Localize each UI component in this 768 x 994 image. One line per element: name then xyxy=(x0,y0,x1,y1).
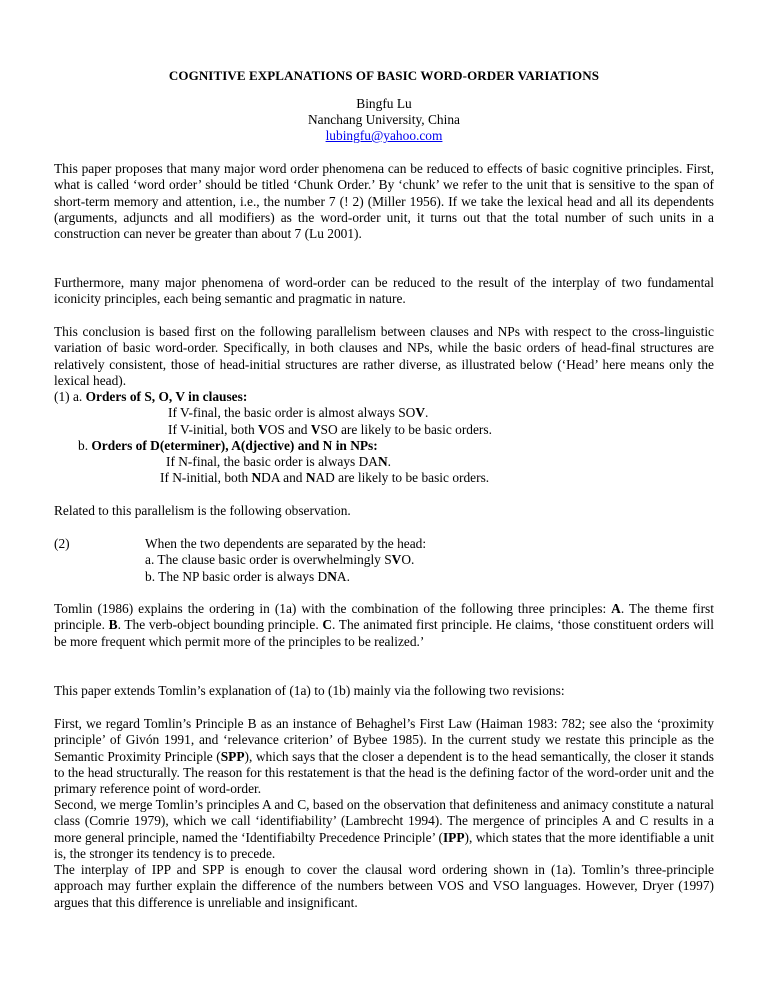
author-affiliation: Nanchang University, China xyxy=(308,112,460,127)
paragraph-interplay: The interplay of IPP and SPP is enough to cover the clausal word ordering shown in (1a). Tomlin’s three-principle approach may further explain the difference of the numbers between VOS and VSO languages. However, Dryer (1997) argues that this difference is unreliable and insignificant. xyxy=(54,862,714,910)
paragraph-parallelism: This conclusion is based first on the following parallelism between clauses and NPs with respect to the cross-linguistic variation of basic word-order. Specifically, in both clauses and NPs, while the basic orders of head-final structures are relatively consistent, those of head-initial structures are rather diverse, as illustrated below (‘Head’ here means only the lexical head). xyxy=(54,324,714,388)
example-2b: b. The NP basic order is always DNA. xyxy=(145,568,350,584)
example-2-label: (2) xyxy=(54,536,70,551)
author-email-line xyxy=(0,128,768,144)
paragraph-first-revision: First, we regard Tomlin’s Principle B as an instance of Behaghel’s First Law (Haiman 1983: 782; see also the ‘proximity principle’ of Givón 1991, and ‘relevance criterion’ of Bybee 1985). In the current study we restate this principle as the Semantic Proximity Principle (SPP), which says that the closer a dependent is to the head semantically, the closer it stands to the head structurally. The reason for this restatement is that the head is the defining factor of the word-order unit and the primary reference point of word-order. xyxy=(54,716,715,797)
example-1b-heading: b. Orders of D(eterminer), A(djective) and N in NPs: xyxy=(78,437,378,453)
example-1a-heading: (1) a. Orders of S, O, V in clauses: xyxy=(54,389,248,404)
author-email-link[interactable]: lubingfu@yahoo.com xyxy=(325,128,443,143)
example-1b-line1: If N-final, the basic order is always DAN. xyxy=(166,454,391,470)
paragraph-observation: Related to this parallelism is the following observation. xyxy=(54,503,351,518)
example-1a-line2: If V-initial, both VOS and VSO are likely to be basic orders. xyxy=(168,421,492,437)
paragraph-tomlin: Tomlin (1986) explains the ordering in (1a) with the combination of the following three principles: A. The theme first principle. B. The verb-object bounding principle. C. The animated first principle. He claims, ‘those constituent orders will be more frequent which permit more of the principles to be realized.’ xyxy=(54,601,714,649)
paragraph-second-revision: Second, we merge Tomlin’s principles A and C, based on the observation that definiteness and animacy constitute a natural class (Comrie 1979), which we call ‘identifiability’ (Lambrecht 1994). The mergence of principles A and C results in a more general principle, named the ‘Identifiabilty Precedence Principle’ (IPP), which states that the more identifiable a unit is, the stronger its tendency is to precede. xyxy=(54,797,714,861)
example-2 xyxy=(54,536,714,585)
paragraph-iconicity: Furthermore, many major phenomena of word-order can be reduced to the result of the interplay of two fundamental iconicity principles, each being semantic and pragmatic in nature. xyxy=(54,275,714,307)
example-2a: a. The clause basic order is overwhelmingly SVO. xyxy=(145,552,415,568)
example-1b-line2: If N-initial, both NDA and NAD are likely to be basic orders. xyxy=(160,470,490,486)
example-1a-line1: If V-final, the basic order is almost always SOV. xyxy=(168,405,429,421)
paragraph-revisions: This paper extends Tomlin’s explanation of (1a) to (1b) mainly via the following two revisions: xyxy=(54,683,565,698)
example-1 xyxy=(54,389,714,487)
paragraph-intro: This paper proposes that many major word order phenomena can be reduced to effects of basic cognitive principles. First, what is called ‘word order’ should be titled ‘Chunk Order.’ By ‘chunk’ we refer to the unit that is sensitive to the span of short-term memory and attention, i.e., the number 7 (! 2) (Miller 1956). If we take the lexical head and all its dependents (arguments, adjuncts and all modifiers) as the word-order unit, it turns out that the total number of such units in a construction can never be greater than about 7 (Lu 2001). xyxy=(54,161,714,242)
example-2-line1: When the two dependents are separated by the head: xyxy=(145,536,427,551)
author-name: Bingfu Lu xyxy=(356,96,412,111)
paper-title: COGNITIVE EXPLANATIONS OF BASIC WORD-ORDER VARIATIONS xyxy=(168,68,600,83)
